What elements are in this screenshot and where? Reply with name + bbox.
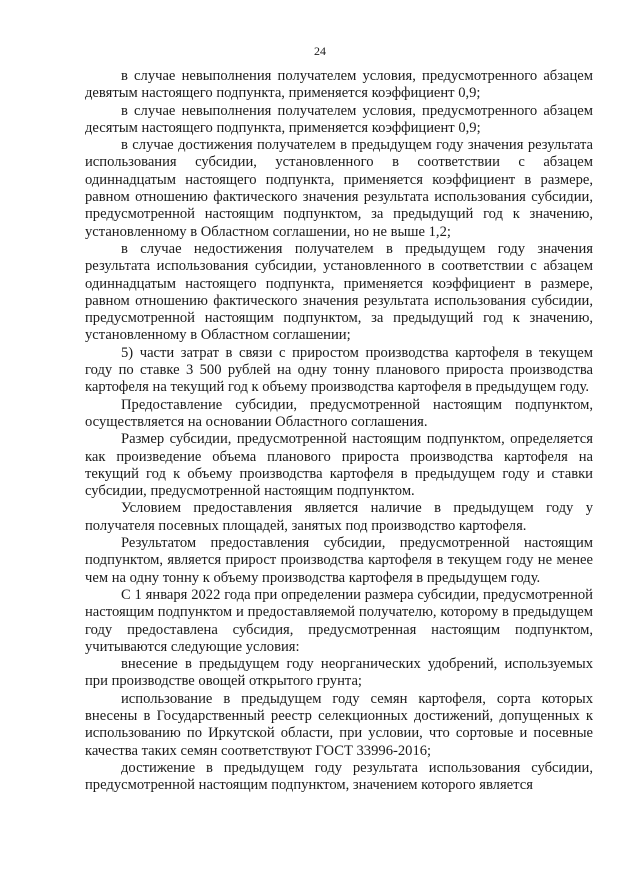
paragraph: в случае недостижения получателем в предыдущем году значения результата использования субсидии, установленного в соответствии с абзацем одиннадцатым настоящего подпункта, применяется коэффициент в размере, равном отношению фактического значения результата использования субсидии, предусмотренной настоящим подпунктом, за предыдущий год к значению, установленному в Областном соглашении;	[85, 240, 593, 344]
document-body	[85, 68, 593, 794]
paragraph: Результатом предоставления субсидии, предусмотренной настоящим подпунктом, является прирост производства картофеля в текущем году не менее чем на одну тонну к объему производства картофеля в предыдущем году.	[85, 535, 593, 586]
paragraph: 5) части затрат в связи с приростом производства картофеля в текущем году по ставке 3 500 рублей на одну тонну планового прироста производства картофеля на текущий год к объему производства картофеля в предыдущем году.	[85, 344, 593, 396]
paragraph: в случае достижения получателем в предыдущем году значения результата использования субсидии, установленного в соответствии с абзацем одиннадцатым настоящего подпункта, применяется коэффициент в размере, равном отношению фактического значения результата использования субсидии, предусмотренной настоящим подпунктом, за предыдущий год к значению, установленному в Областном соглашении, но не выше 1,2;	[85, 137, 593, 240]
paragraph: С 1 января 2022 года при определении размера субсидии, предусмотренной настоящим подпунктом и предоставляемой получателю, которому в предыдущем году предоставлена субсидия, предусмотренная настоящим подпунктом, учитываются следующие условия:	[85, 586, 593, 655]
page-number: 24	[314, 44, 326, 58]
paragraph: достижение в предыдущем году результата использования субсидии, предусмотренной настоящим подпунктом, значением которого является	[85, 759, 593, 794]
paragraph: Условием предоставления является наличие в предыдущем году у получателя посевных площадей, занятых под производство картофеля.	[85, 500, 593, 534]
paragraph: использование в предыдущем году семян картофеля, сорта которых внесены в Государственный реестр селекционных достижений, допущенных к использованию по Иркутской области, при условии, что сортовые и посевные качества таких семян соответствуют ГОСТ 33996-2016;	[85, 690, 593, 759]
paragraph: внесение в предыдущем году неорганических удобрений, используемых при производстве овощей открытого грунта;	[85, 656, 593, 690]
paragraph: в случае невыполнения получателем условия, предусмотренного абзацем десятым настоящего подпункта, применяется коэффициент 0,9;	[85, 102, 593, 136]
paragraph: Предоставление субсидии, предусмотренной настоящим подпунктом, осуществляется на основании Областного соглашения.	[85, 396, 593, 430]
paragraph: Размер субсидии, предусмотренной настоящим подпунктом, определяется как произведение объема планового прироста производства картофеля на текущий год к объему производства картофеля в предыдущем году и ставки субсидии, предусмотренной настоящим подпунктом.	[85, 431, 593, 500]
paragraph: в случае невыполнения получателем условия, предусмотренного абзацем девятым настоящего подпункта, применяется коэффициент 0,9;	[85, 68, 593, 102]
